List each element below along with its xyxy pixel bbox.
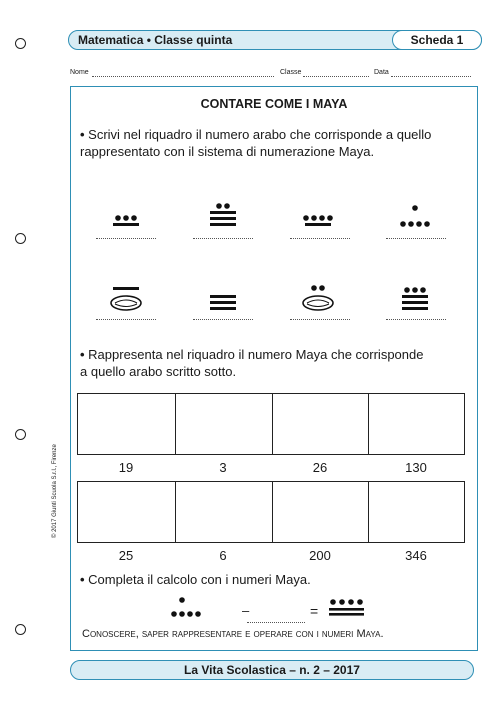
answer-line[interactable] (193, 238, 253, 239)
name-label: Nome (70, 69, 89, 76)
answer-box[interactable] (272, 481, 369, 543)
maya-dot (400, 221, 406, 227)
answer-box[interactable] (77, 481, 176, 543)
maya-dot (123, 215, 129, 221)
maya-numeral (288, 170, 348, 230)
maya-dot (179, 611, 185, 617)
answer-line[interactable] (290, 238, 350, 239)
footnote: Conoscere, saper rappresentare e operare con i numeri Maya. (82, 628, 384, 640)
maya-dot (357, 599, 363, 605)
maya-bar (329, 613, 364, 616)
maya-number-calc-first (170, 596, 206, 622)
arabic-number: 26 (312, 460, 328, 475)
maya-dot (339, 599, 345, 605)
binder-hole-3 (15, 429, 26, 440)
maya-bar (210, 295, 236, 298)
maya-dot (412, 205, 418, 211)
maya-dot (327, 215, 333, 221)
maya-dot (348, 599, 354, 605)
maya-bar (210, 301, 236, 304)
maya-bar (210, 217, 236, 220)
date-label: Data (374, 69, 389, 76)
maya-dot (171, 611, 177, 617)
answer-line[interactable] (386, 238, 446, 239)
arabic-number: 130 (405, 460, 427, 475)
maya-bar (113, 223, 139, 226)
maya-bar (329, 608, 364, 611)
exercise3-instruction: • Completa il calcolo con i numeri Maya. (80, 572, 311, 587)
answer-line[interactable] (386, 319, 446, 320)
bullet-icon: • (80, 347, 89, 362)
minus-sign: – (242, 603, 250, 618)
subject-title: Matematica • Classe quinta (78, 33, 233, 47)
maya-numeral (96, 170, 156, 230)
answer-line[interactable] (96, 319, 156, 320)
maya-dot (420, 287, 426, 293)
maya-dot (195, 611, 201, 617)
arabic-number: 25 (118, 548, 134, 563)
answer-line[interactable] (96, 238, 156, 239)
maya-dot (224, 203, 230, 209)
maya-bar (210, 307, 236, 310)
maya-bar (113, 287, 139, 290)
maya-dot (330, 599, 336, 605)
maya-numeral (385, 254, 445, 314)
maya-number-calc-result (328, 598, 368, 620)
answer-line[interactable] (290, 319, 350, 320)
maya-dot (131, 215, 137, 221)
exercise2-instruction: • Rappresenta nel riquadro il numero Maya che corrisponde a quello arabo scritto sotto. (80, 347, 424, 379)
worksheet-title: CONTARE COME I MAYA (200, 97, 348, 111)
answer-box[interactable] (368, 393, 465, 455)
maya-numeral (193, 170, 253, 230)
date-field[interactable] (391, 76, 471, 77)
arabic-number: 19 (118, 460, 134, 475)
maya-dot (408, 221, 414, 227)
bullet-icon: • (80, 572, 89, 587)
binder-hole-2 (15, 233, 26, 244)
maya-numeral (96, 254, 156, 314)
equals-sign: = (310, 603, 319, 619)
class-field[interactable] (303, 76, 369, 77)
answer-box[interactable] (77, 393, 176, 455)
footer-bar: La Vita Scolastica – n. 2 – 2017 (70, 660, 474, 680)
copyright-credit: © 2017 Giunti Scuola S.r.l., Firenze (52, 444, 58, 538)
answer-box[interactable] (368, 481, 465, 543)
maya-dot (319, 215, 325, 221)
maya-numeral (385, 170, 445, 230)
arabic-number: 346 (405, 548, 427, 563)
maya-numeral (288, 254, 348, 314)
calc-answer-line[interactable] (247, 622, 305, 623)
exercise1-instruction: • Scrivi nel riquadro il numero arabo che corrisponde a quello rappresentato con il sistema di numerazione Maya. (80, 127, 432, 159)
maya-numeral (193, 254, 253, 314)
maya-dot (412, 287, 418, 293)
answer-box[interactable] (272, 393, 369, 455)
maya-bar (210, 223, 236, 226)
arabic-number: 6 (219, 548, 227, 563)
arabic-number: 200 (309, 548, 331, 563)
maya-bar (402, 307, 428, 310)
maya-dot (319, 285, 325, 291)
maya-dot (311, 285, 317, 291)
maya-dot (416, 221, 422, 227)
maya-dot (424, 221, 430, 227)
answer-line[interactable] (193, 319, 253, 320)
arabic-number: 3 (219, 460, 227, 475)
maya-bar (402, 295, 428, 298)
maya-dot (179, 597, 185, 603)
maya-bar (402, 301, 428, 304)
maya-dot (187, 611, 193, 617)
maya-dot (311, 215, 317, 221)
class-label: Classe (280, 69, 302, 76)
binder-hole-4 (15, 624, 26, 635)
maya-dot (115, 215, 121, 221)
bullet-icon: • (80, 127, 89, 142)
maya-bar (210, 211, 236, 214)
maya-bar (305, 223, 331, 226)
binder-hole-1 (15, 38, 26, 49)
sheet-label: Scheda 1 (392, 30, 482, 50)
maya-dot (216, 203, 222, 209)
name-field[interactable] (92, 76, 274, 77)
maya-dot (303, 215, 309, 221)
maya-dot (404, 287, 410, 293)
answer-box[interactable] (175, 393, 273, 455)
answer-box[interactable] (175, 481, 273, 543)
